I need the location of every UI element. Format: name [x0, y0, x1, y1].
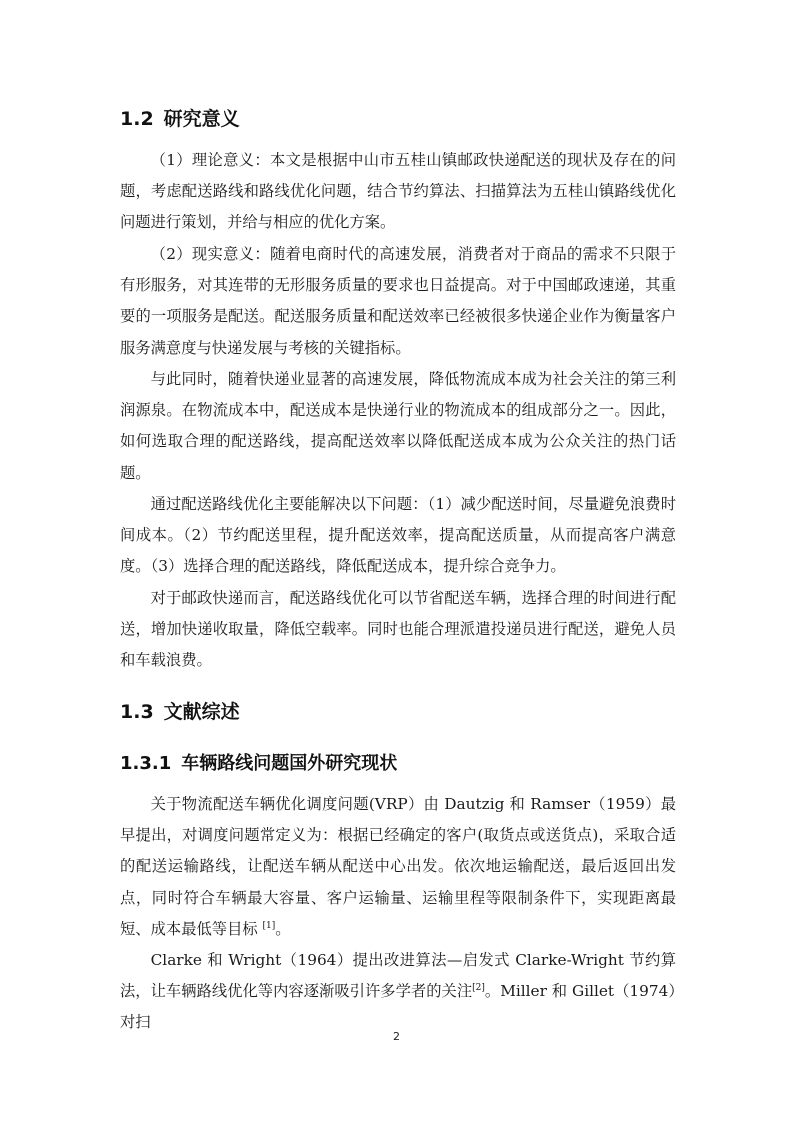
paragraph-text: Clarke 和 Wright（1964）提出改进算法—启发式 Clarke-Wright 节约算法，让车辆路线优化等内容逐渐吸引许多学者的关注	[120, 951, 676, 1001]
section-number: 1.3.1	[120, 753, 172, 774]
paragraph-text-end: 。	[275, 919, 291, 938]
paragraph-route-optimization-problems: 通过配送路线优化主要能解决以下问题：（1）减少配送时间，尽量避免浪费时间成本。（2）节约配送里程，提升配送效率，提高配送质量，从而提高客户满意度。（3）选择合理的配送路线，降低配送成本，提升综合竞争力。	[120, 495, 676, 576]
section-title: 车辆路线问题国外研究现状	[181, 753, 398, 774]
section-heading-1-3-1	[120, 749, 397, 775]
section-title: 文献综述	[163, 701, 240, 723]
section-title: 研究意义	[163, 108, 240, 130]
paragraph-vrp-origin	[120, 789, 676, 945]
section-number: 1.2	[120, 108, 154, 130]
paragraph-logistics-cost: 与此同时，随着快递业显著的高速发展，降低物流成本成为社会关注的第三利润源泉。在物流成本中，配送成本是快递行业的物流成本的组成部分之一。因此，如何选取合理的配送路线，提高配送效率以降低配送成本成为公众关注的热门话题。	[120, 370, 676, 482]
citation: [1]	[262, 920, 276, 931]
paragraph-text: 关于物流配送车辆优化调度问题(VRP）由 Dautzig 和 Ramser（1959）最早提出，对调度问题常定义为：根据已经确定的客户(取货点或送货点)，采取合适的配送运输路线，让配送车辆从配送中心出发。依次地运输配送，最后返回出发点，同时符合车辆最大容量、客户运输量、运输里程等限制条件下，实现距离最短、成本最低等目标	[120, 795, 676, 938]
citation: [2]	[472, 983, 485, 994]
page-number: 2	[393, 1030, 400, 1043]
paragraph-theoretical-significance: （1）理论意义：本文是根据中山市五桂山镇邮政快递配送的现状及存在的问题，考虑配送路线和路线优化问题，结合节约算法、扫描算法为五桂山镇路线优化问题进行策划，并给与相应的优化方案。	[120, 151, 676, 232]
paragraph-text-end: 。Miller 和 Gillet（1974）对扫	[120, 982, 676, 1032]
section-heading-1-3	[120, 697, 240, 724]
paragraph-practical-significance: （2）现实意义：随着电商时代的高速发展，消费者对于商品的需求不只限于有形服务，对其连带的无形服务质量的要求也日益提高。对于中国邮政速递，其重要的一项服务是配送。配送服务质量和配送效率已经被很多快递企业作为衡量客户服务满意度与快递发展与考核的关键指标。	[120, 245, 676, 357]
paragraph-clarke-wright	[120, 945, 676, 1039]
section-number: 1.3	[120, 701, 154, 723]
paragraph-postal-express: 对于邮政快递而言，配送路线优化可以节省配送车辆，选择合理的时间进行配送，增加快递收取量，降低空载率。同时也能合理派遣投递员进行配送，避免人员和车载浪费。	[120, 589, 676, 670]
section-heading-1-2	[120, 104, 240, 131]
